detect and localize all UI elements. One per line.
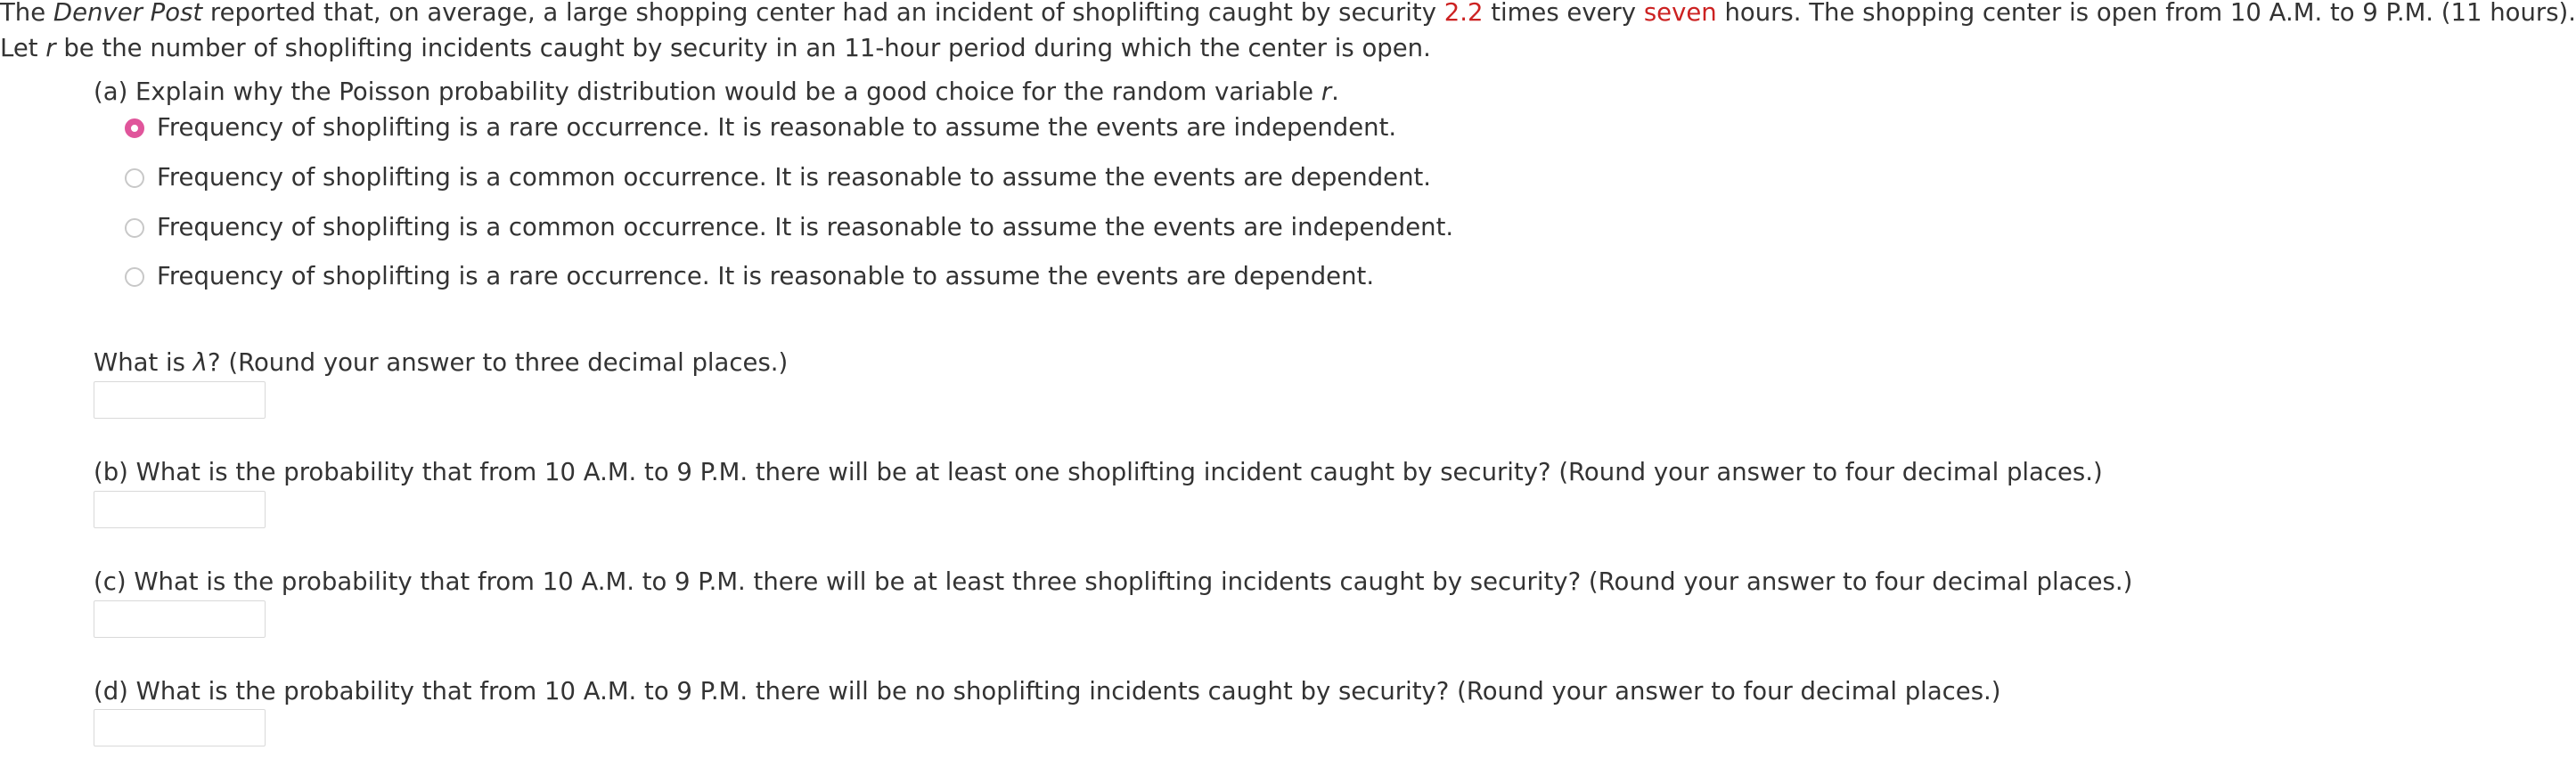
intro-text: hours. The shopping center is open from 10 A.M. to 9 P.M. (11 hours). bbox=[1716, 0, 2576, 27]
variable-r: r bbox=[1321, 78, 1332, 106]
radio-icon[interactable] bbox=[125, 218, 144, 238]
question-text: (a) Explain why the Poisson probability distribution would be a good choice for the random variable bbox=[94, 78, 1321, 106]
part-d-answer-input[interactable] bbox=[94, 709, 266, 746]
radio-option-2[interactable] bbox=[125, 210, 1453, 246]
part-c-answer-input[interactable] bbox=[94, 600, 266, 638]
lambda-answer-input[interactable] bbox=[94, 381, 266, 419]
part-a-question bbox=[94, 75, 1339, 110]
option-label: Frequency of shoplifting is a common occurrence. It is reasonable to assume the events are dependent. bbox=[157, 163, 1432, 192]
lambda-question bbox=[94, 346, 788, 381]
part-b-answer-input[interactable] bbox=[94, 491, 266, 528]
hours-value: seven bbox=[1643, 0, 1717, 27]
question-text: What is bbox=[94, 348, 193, 377]
part-b-question: (b) What is the probability that from 10 A.M. to 9 P.M. there will be at least one shoplifting incident caught by security? (Round your answer to four decimal places.) bbox=[94, 458, 2103, 486]
radio-selected-icon[interactable] bbox=[125, 118, 144, 138]
part-c-question: (c) What is the probability that from 10 A.M. to 9 P.M. there will be at least three shoplifting incidents caught by security? (Round your answer to four decimal places.) bbox=[94, 567, 2133, 596]
radio-option-0[interactable] bbox=[125, 110, 1396, 146]
radio-icon[interactable] bbox=[125, 267, 144, 287]
question-text: ? (Round your answer to three decimal places.) bbox=[208, 348, 789, 377]
intro-text: be the number of shoplifting incidents caught by security in an 11-hour period during which the center is open. bbox=[55, 33, 1431, 62]
intro-text: Let bbox=[0, 33, 46, 62]
lambda-symbol: λ bbox=[192, 348, 208, 377]
option-label: Frequency of shoplifting is a common occurrence. It is reasonable to assume the events are independent. bbox=[157, 213, 1454, 241]
intro-text: The bbox=[0, 0, 53, 27]
option-label: Frequency of shoplifting is a rare occurrence. It is reasonable to assume the events are dependent. bbox=[157, 262, 1375, 290]
radio-icon[interactable] bbox=[125, 168, 144, 188]
intro-line-1 bbox=[0, 0, 2576, 31]
option-label: Frequency of shoplifting is a rare occurrence. It is reasonable to assume the events are independent. bbox=[157, 113, 1397, 142]
incident-rate-value: 2.2 bbox=[1443, 0, 1484, 27]
radio-option-1[interactable] bbox=[125, 160, 1431, 196]
question-text: . bbox=[1331, 78, 1339, 106]
publication-name: Denver Post bbox=[53, 0, 203, 27]
intro-text: times every bbox=[1483, 0, 1644, 27]
intro-line-2 bbox=[0, 31, 2486, 67]
intro-text: reported that, on average, a large shopping center had an incident of shoplifting caught by security bbox=[202, 0, 1444, 27]
variable-r: r bbox=[45, 33, 56, 62]
problem-statement bbox=[0, 0, 2576, 67]
radio-option-3[interactable] bbox=[125, 259, 1374, 295]
part-d-question: (d) What is the probability that from 10 A.M. to 9 P.M. there will be no shoplifting incidents caught by security? (Round your answer to four decimal places.) bbox=[94, 677, 2001, 706]
